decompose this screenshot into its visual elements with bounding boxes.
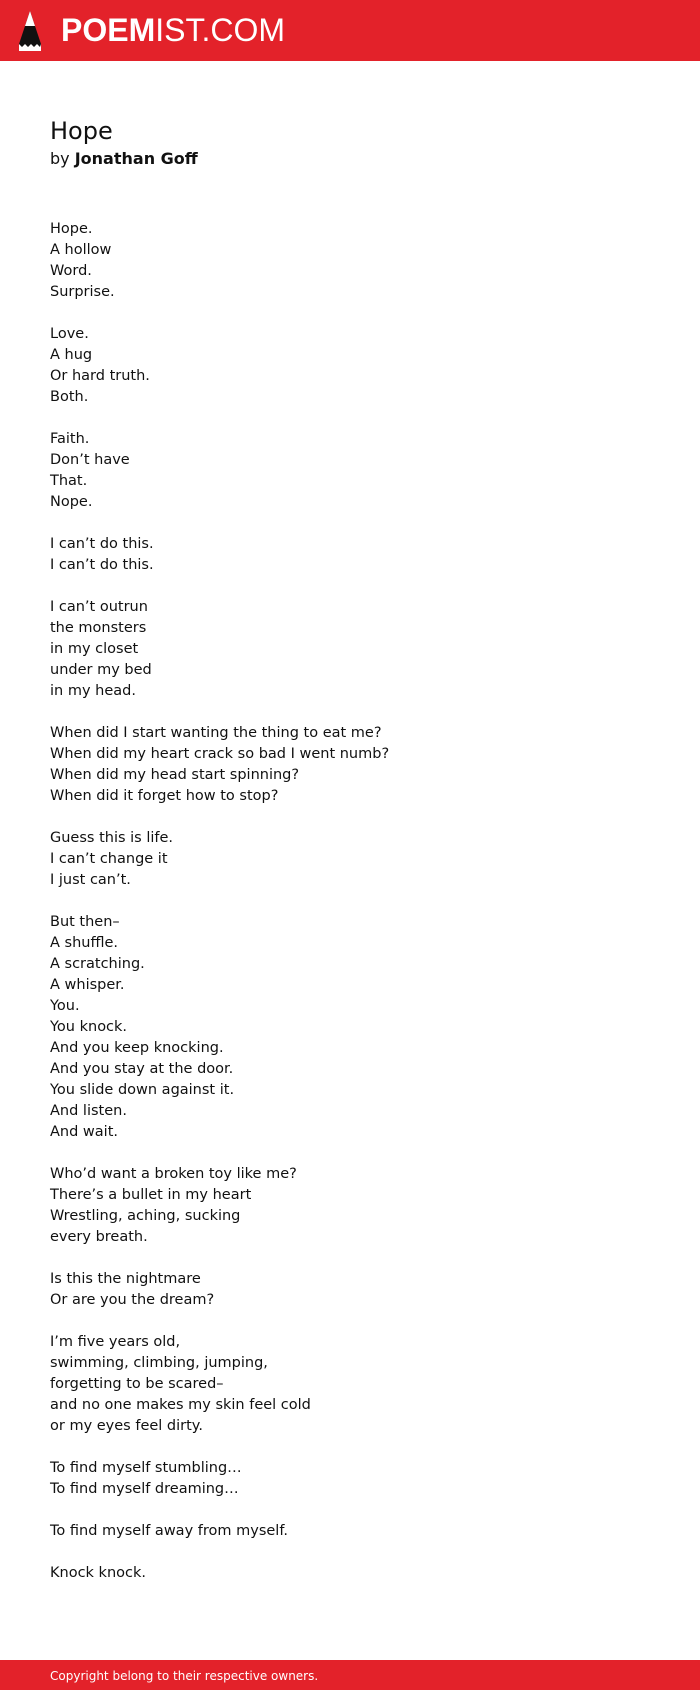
- poem-line: To find myself dreaming…: [50, 1481, 239, 1497]
- poem-line: swimming, climbing, jumping,: [50, 1355, 268, 1371]
- poem-line: A hug: [50, 347, 93, 363]
- poem-line: or my eyes feel dirty.: [50, 1418, 203, 1434]
- stanza: [50, 1563, 389, 1584]
- poem-line: Love.: [50, 326, 89, 342]
- poem-line: Nope.: [50, 494, 93, 510]
- stanza: [50, 723, 389, 807]
- poem-line: Is this the nightmare: [50, 1271, 201, 1287]
- poem-line: That.: [50, 473, 88, 489]
- poem-line: Faith.: [50, 431, 90, 447]
- poem-line: A whisper.: [50, 977, 125, 993]
- poem-line: the monsters: [50, 620, 147, 636]
- poem-line: To find myself away from myself.: [50, 1523, 288, 1539]
- poem-line: And listen.: [50, 1103, 127, 1119]
- poem-line: And wait.: [50, 1124, 118, 1140]
- poem-line: Guess this is life.: [50, 830, 174, 846]
- stanza: [50, 429, 389, 513]
- poem-line: There’s a bullet in my heart: [50, 1187, 252, 1203]
- brand-light: IST.COM: [155, 12, 286, 48]
- stanza: [50, 534, 389, 576]
- site-header: [0, 0, 700, 61]
- stanza: [50, 1269, 389, 1311]
- poem-line: Wrestling, aching, sucking: [50, 1208, 241, 1224]
- stanza: [50, 828, 389, 891]
- stanza: [50, 219, 389, 303]
- stanza: [50, 1458, 389, 1500]
- site-logo-text[interactable]: [61, 11, 285, 49]
- poem-line: When did my head start spinning?: [50, 767, 300, 783]
- poem-line: When did my heart crack so bad I went numb?: [50, 746, 390, 762]
- copyright-text: Copyright belong to their respective owners.: [50, 1669, 319, 1683]
- poem-line: I just can’t.: [50, 872, 131, 888]
- poem-line: When did it forget how to stop?: [50, 788, 279, 804]
- author-name[interactable]: Jonathan Goff: [74, 149, 198, 168]
- poem-line: When did I start wanting the thing to eat me?: [50, 725, 382, 741]
- poem-line: Don’t have: [50, 452, 130, 468]
- stanza: [50, 597, 389, 702]
- poem-line: But then–: [50, 914, 120, 930]
- poem-line: A shuffle.: [50, 935, 119, 951]
- poem-title: Hope: [50, 117, 113, 145]
- poem-line: And you stay at the door.: [50, 1061, 234, 1077]
- poem-line: in my closet: [50, 641, 139, 657]
- poem-line: And you keep knocking.: [50, 1040, 224, 1056]
- poem-line: I can’t change it: [50, 851, 168, 867]
- stanza: [50, 1164, 389, 1248]
- poem-line: Knock knock.: [50, 1565, 146, 1581]
- poem-line: Who’d want a broken toy like me?: [50, 1166, 297, 1182]
- poem-line: Or are you the dream?: [50, 1292, 215, 1308]
- pencil-icon[interactable]: [18, 10, 42, 52]
- poem-line: and no one makes my skin feel cold: [50, 1397, 311, 1413]
- stanza: [50, 324, 389, 408]
- by-label: by: [50, 149, 70, 168]
- poem-line: I can’t do this.: [50, 557, 154, 573]
- stanza: [50, 1332, 389, 1437]
- poem-line: You slide down against it.: [50, 1082, 235, 1098]
- poem-line: Surprise.: [50, 284, 115, 300]
- poem-line: Both.: [50, 389, 89, 405]
- poem-line: I can’t outrun: [50, 599, 148, 615]
- poem-line: in my head.: [50, 683, 136, 699]
- poem-line: Word.: [50, 263, 92, 279]
- poem-line: forgetting to be scared–: [50, 1376, 224, 1392]
- poem-line: I can’t do this.: [50, 536, 154, 552]
- stanza: [50, 912, 389, 1143]
- poem-line: You.: [50, 998, 80, 1014]
- poem-line: Or hard truth.: [50, 368, 150, 384]
- byline: [50, 148, 198, 170]
- poem-line: Hope.: [50, 221, 93, 237]
- site-footer: [0, 1660, 700, 1690]
- stanza: [50, 1521, 389, 1542]
- poem-line: under my bed: [50, 662, 152, 678]
- poem-line: A scratching.: [50, 956, 145, 972]
- poem-line: You knock.: [50, 1019, 128, 1035]
- brand-bold: POEM: [61, 12, 156, 48]
- poem-line: A hollow: [50, 242, 112, 258]
- poem-line: every breath.: [50, 1229, 148, 1245]
- poem-line: I’m five years old,: [50, 1334, 181, 1350]
- poem-line: To find myself stumbling…: [50, 1460, 242, 1476]
- poem-body: [50, 219, 389, 1605]
